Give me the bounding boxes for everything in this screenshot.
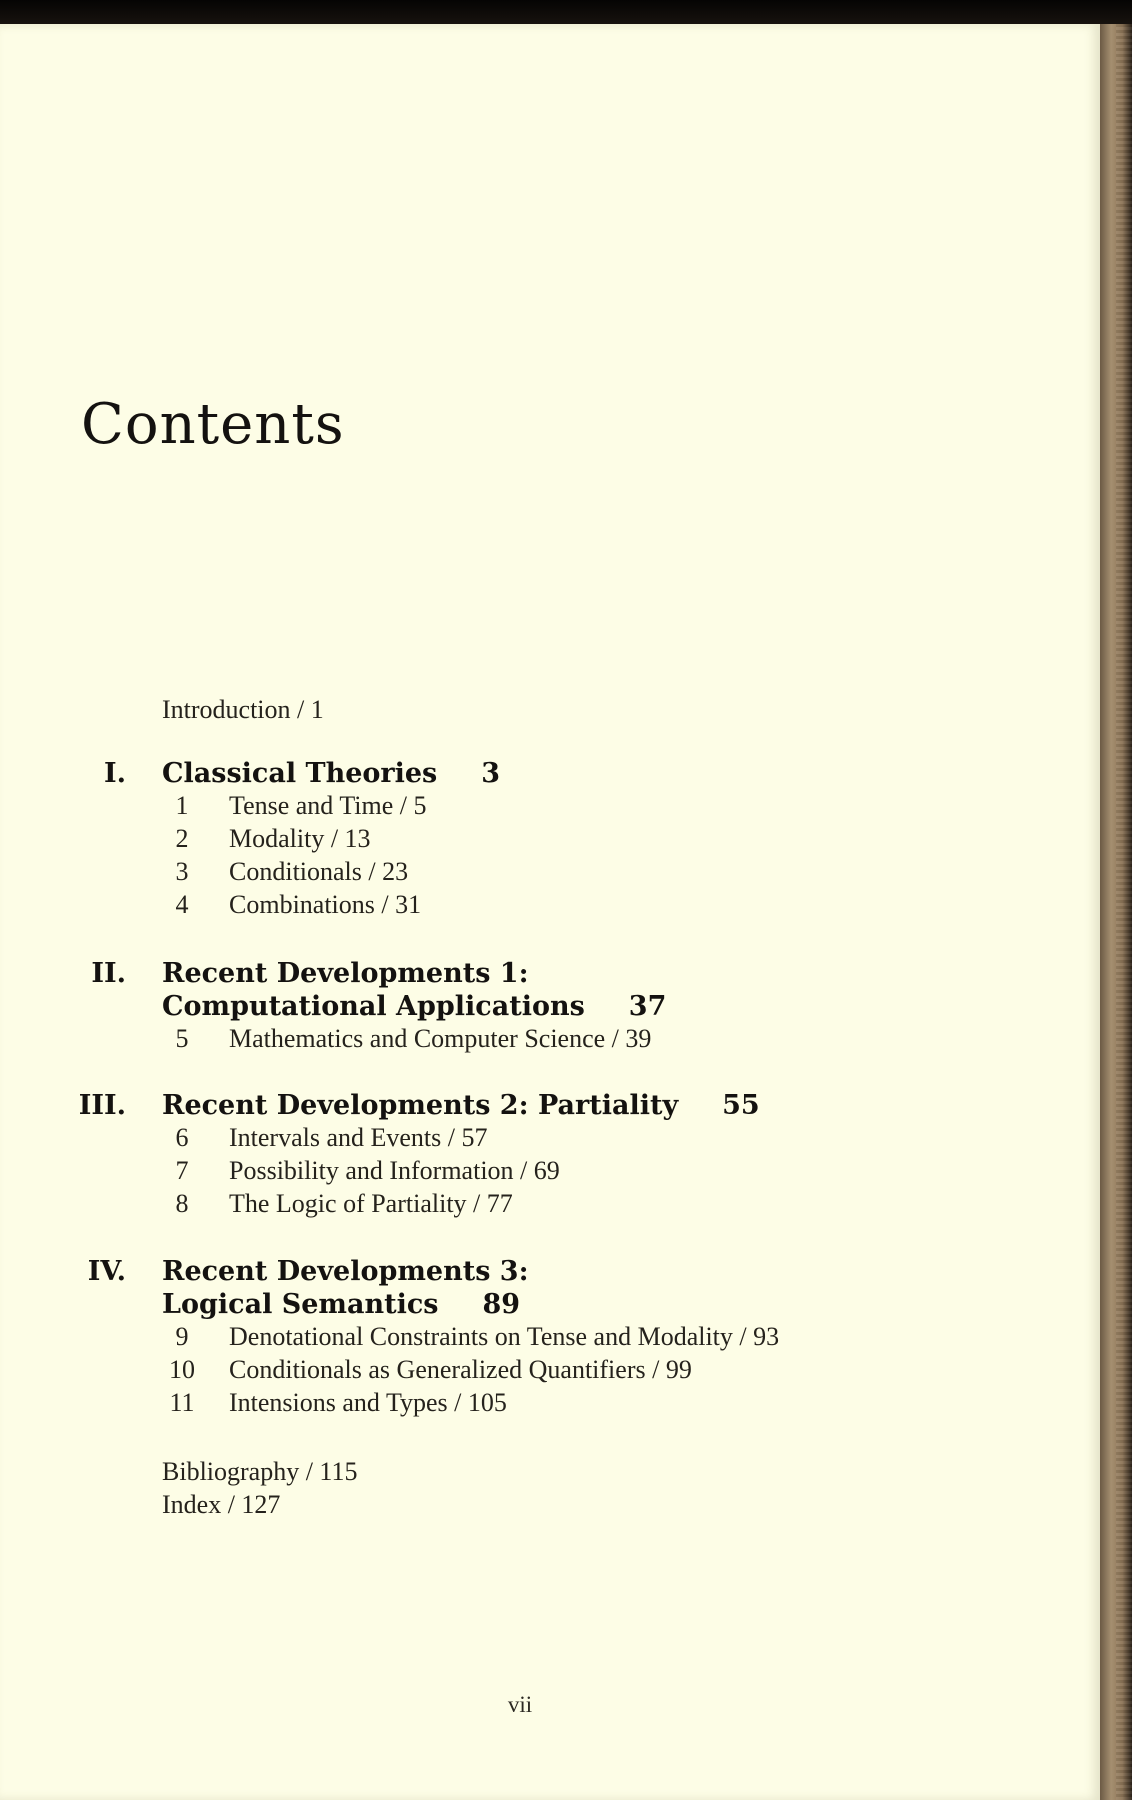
part-title-text: Recent Developments 2: Partiality [162,1090,679,1121]
part-title-line [162,758,500,789]
chapter-number: 3 [175,857,189,886]
chapter-number: 11 [169,1388,195,1417]
part-title-line [162,958,529,989]
chapter-title: The Logic of Partiality / 77 [229,1189,513,1218]
page-title: Contents [81,392,345,457]
chapter-number: 7 [175,1156,189,1185]
part-page-number: 55 [722,1090,760,1121]
part-title-text: Recent Developments 3: [162,1256,529,1287]
chapter-title: Modality / 13 [229,824,371,853]
chapter-title: Denotational Constraints on Tense and Modality / 93 [229,1322,780,1351]
part-roman-numeral: III. [78,1090,126,1121]
chapter-title: Tense and Time / 5 [229,791,427,820]
front-matter-entry: Introduction / 1 [162,695,324,724]
chapter-title: Conditionals / 23 [229,857,409,886]
part-title-line [162,1256,529,1287]
part-roman-numeral: I. [103,758,126,789]
chapter-title: Intensions and Types / 105 [229,1388,507,1417]
chapter-number: 5 [175,1024,189,1053]
part-title-line [162,1289,520,1320]
part-page-number: 89 [482,1289,521,1320]
back-matter-entry: Index / 127 [162,1490,281,1519]
chapter-title: Possibility and Information / 69 [229,1156,560,1185]
part-title-text: Classical Theories [162,758,438,789]
chapter-title: Combinations / 31 [229,890,422,919]
chapter-number: 9 [175,1322,189,1351]
part-roman-numeral: II. [91,958,126,989]
part-title-line [162,1090,760,1121]
chapter-title: Intervals and Events / 57 [229,1123,488,1152]
chapter-number: 1 [175,791,189,820]
chapter-number: 2 [175,824,189,853]
part-title-text: Computational Applications [162,991,585,1022]
part-title-text: Recent Developments 1: [162,958,529,989]
part-page-number: 37 [628,991,667,1022]
chapter-title: Conditionals as Generalized Quantifiers / 99 [229,1355,692,1384]
part-roman-numeral: IV. [87,1256,126,1287]
book-spine-texture [1116,24,1132,1800]
part-page-number: 3 [481,758,501,789]
chapter-title: Mathematics and Computer Science / 39 [229,1024,652,1053]
chapter-number: 10 [169,1355,195,1384]
chapter-number: 4 [175,890,189,919]
back-matter-entry: Bibliography / 115 [162,1457,358,1486]
part-title-text: Logical Semantics [162,1289,439,1320]
part-title-line [162,991,666,1022]
page-folio: vii [507,1692,533,1717]
chapter-number: 6 [175,1123,189,1152]
chapter-number: 8 [175,1189,189,1218]
